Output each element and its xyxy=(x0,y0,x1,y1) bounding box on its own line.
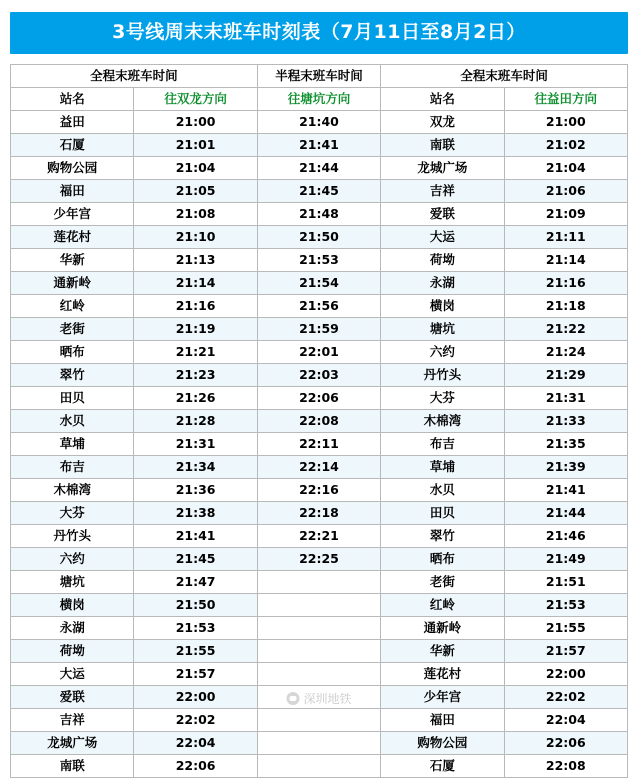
cell-station-right: 塘坑 xyxy=(381,317,504,340)
column-header-row xyxy=(11,87,628,110)
cell-station-left: 六约 xyxy=(11,547,134,570)
cell-station-right: 布吉 xyxy=(381,432,504,455)
cell-time-middle: 22:11 xyxy=(257,432,380,455)
table-row xyxy=(11,593,628,616)
cell-time-left: 21:26 xyxy=(134,386,257,409)
cell-station-right: 龙城广场 xyxy=(381,156,504,179)
cell-station-right: 草埔 xyxy=(381,455,504,478)
cell-time-left: 21:04 xyxy=(134,156,257,179)
cell-station-left: 丹竹头 xyxy=(11,524,134,547)
cell-time-middle: 21:41 xyxy=(257,133,380,156)
cell-time-middle: 21:53 xyxy=(257,248,380,271)
cell-time-middle: 21:48 xyxy=(257,202,380,225)
cell-station-right: 大芬 xyxy=(381,386,504,409)
cell-station-right: 华新 xyxy=(381,639,504,662)
cell-time-middle: 21:59 xyxy=(257,317,380,340)
cell-station-left: 木棉湾 xyxy=(11,478,134,501)
group-header-middle: 半程末班车时间 xyxy=(257,64,380,87)
cell-time-left: 21:10 xyxy=(134,225,257,248)
cell-time-middle xyxy=(257,593,380,616)
timetable-page xyxy=(0,12,638,773)
table-row xyxy=(11,363,628,386)
cell-time-left: 21:50 xyxy=(134,593,257,616)
cell-time-right: 21:44 xyxy=(504,501,627,524)
cell-time-middle: 22:14 xyxy=(257,455,380,478)
cell-station-right: 翠竹 xyxy=(381,524,504,547)
cell-time-middle xyxy=(257,616,380,639)
cell-station-right: 大运 xyxy=(381,225,504,248)
table-row xyxy=(11,685,628,708)
cell-time-right: 22:06 xyxy=(504,731,627,754)
cell-time-left: 21:47 xyxy=(134,570,257,593)
cell-time-right: 21:14 xyxy=(504,248,627,271)
header-direction-right: 往益田方向 xyxy=(504,87,627,110)
table-row xyxy=(11,202,628,225)
cell-time-middle: 21:45 xyxy=(257,179,380,202)
cell-station-left: 田贝 xyxy=(11,386,134,409)
watermark-text: 深圳地铁 xyxy=(303,692,352,706)
cell-time-left: 21:28 xyxy=(134,409,257,432)
table-row xyxy=(11,386,628,409)
table-row xyxy=(11,547,628,570)
cell-time-middle xyxy=(257,708,380,731)
cell-station-left: 横岗 xyxy=(11,593,134,616)
cell-time-right: 21:02 xyxy=(504,133,627,156)
cell-time-middle xyxy=(257,570,380,593)
cell-station-right: 莲花村 xyxy=(381,662,504,685)
cell-time-right: 21:33 xyxy=(504,409,627,432)
cell-time-right: 21:18 xyxy=(504,294,627,317)
cell-time-right: 22:04 xyxy=(504,708,627,731)
cell-station-left: 莲花村 xyxy=(11,225,134,248)
header-station-left: 站名 xyxy=(11,87,134,110)
cell-station-right: 六约 xyxy=(381,340,504,363)
cell-station-right: 通新岭 xyxy=(381,616,504,639)
cell-station-left: 塘坑 xyxy=(11,570,134,593)
cell-station-left: 永湖 xyxy=(11,616,134,639)
header-direction-middle: 往塘坑方向 xyxy=(257,87,380,110)
cell-time-left: 21:08 xyxy=(134,202,257,225)
page-title: 3号线周末末班车时刻表（7月11日至8月2日） xyxy=(10,12,628,54)
cell-time-left: 22:04 xyxy=(134,731,257,754)
cell-time-left: 21:16 xyxy=(134,294,257,317)
cell-station-left: 布吉 xyxy=(11,455,134,478)
cell-time-right: 22:08 xyxy=(504,754,627,777)
table-row xyxy=(11,708,628,731)
cell-time-middle: 22:25 xyxy=(257,547,380,570)
cell-time-right: 22:00 xyxy=(504,662,627,685)
cell-time-left: 21:14 xyxy=(134,271,257,294)
cell-station-left: 通新岭 xyxy=(11,271,134,294)
cell-time-right: 21:46 xyxy=(504,524,627,547)
cell-time-right: 21:24 xyxy=(504,340,627,363)
cell-station-right: 田贝 xyxy=(381,501,504,524)
cell-time-right: 21:39 xyxy=(504,455,627,478)
cell-time-right: 21:04 xyxy=(504,156,627,179)
table-row xyxy=(11,731,628,754)
cell-time-middle: 21:56 xyxy=(257,294,380,317)
cell-time-middle: 22:03 xyxy=(257,363,380,386)
timetable xyxy=(10,64,628,778)
cell-time-right: 21:00 xyxy=(504,110,627,133)
cell-station-left: 南联 xyxy=(11,754,134,777)
cell-station-right: 双龙 xyxy=(381,110,504,133)
table-row xyxy=(11,639,628,662)
table-row xyxy=(11,225,628,248)
table-row xyxy=(11,432,628,455)
cell-time-left: 21:31 xyxy=(134,432,257,455)
cell-time-middle: 21:54 xyxy=(257,271,380,294)
timetable-body xyxy=(11,64,628,777)
cell-time-middle xyxy=(257,662,380,685)
cell-station-left: 爱联 xyxy=(11,685,134,708)
table-row xyxy=(11,409,628,432)
table-row xyxy=(11,501,628,524)
cell-station-right: 红岭 xyxy=(381,593,504,616)
cell-time-left: 22:02 xyxy=(134,708,257,731)
header-station-right: 站名 xyxy=(381,87,504,110)
cell-station-left: 老街 xyxy=(11,317,134,340)
cell-time-left: 21:55 xyxy=(134,639,257,662)
cell-time-left: 21:53 xyxy=(134,616,257,639)
cell-station-left: 草埔 xyxy=(11,432,134,455)
cell-time-right: 21:35 xyxy=(504,432,627,455)
cell-time-left: 21:13 xyxy=(134,248,257,271)
cell-time-right: 21:22 xyxy=(504,317,627,340)
cell-time-left: 22:00 xyxy=(134,685,257,708)
cell-station-left: 购物公园 xyxy=(11,156,134,179)
cell-time-middle: 21:40 xyxy=(257,110,380,133)
cell-time-left: 21:23 xyxy=(134,363,257,386)
cell-station-left: 吉祥 xyxy=(11,708,134,731)
table-row xyxy=(11,110,628,133)
cell-time-right: 21:53 xyxy=(504,593,627,616)
cell-station-left: 水贝 xyxy=(11,409,134,432)
cell-time-right: 21:49 xyxy=(504,547,627,570)
cell-station-right: 老街 xyxy=(381,570,504,593)
cell-station-right: 购物公园 xyxy=(381,731,504,754)
cell-station-right: 横岗 xyxy=(381,294,504,317)
cell-time-right: 21:31 xyxy=(504,386,627,409)
cell-station-left: 华新 xyxy=(11,248,134,271)
cell-time-left: 21:36 xyxy=(134,478,257,501)
cell-time-middle xyxy=(257,731,380,754)
table-row xyxy=(11,754,628,777)
group-header-row xyxy=(11,64,628,87)
table-row xyxy=(11,248,628,271)
cell-time-middle xyxy=(257,685,380,708)
cell-station-right: 吉祥 xyxy=(381,179,504,202)
table-row xyxy=(11,317,628,340)
cell-time-middle: 21:44 xyxy=(257,156,380,179)
cell-station-left: 福田 xyxy=(11,179,134,202)
cell-time-middle: 22:01 xyxy=(257,340,380,363)
cell-station-left: 少年宫 xyxy=(11,202,134,225)
cell-time-left: 21:38 xyxy=(134,501,257,524)
cell-time-right: 21:57 xyxy=(504,639,627,662)
group-header-left: 全程末班车时间 xyxy=(11,64,258,87)
cell-station-left: 大芬 xyxy=(11,501,134,524)
cell-time-right: 21:16 xyxy=(504,271,627,294)
table-row xyxy=(11,616,628,639)
cell-time-middle xyxy=(257,639,380,662)
cell-time-right: 21:55 xyxy=(504,616,627,639)
cell-time-right: 21:29 xyxy=(504,363,627,386)
cell-station-right: 石厦 xyxy=(381,754,504,777)
cell-time-right: 21:06 xyxy=(504,179,627,202)
cell-station-right: 南联 xyxy=(381,133,504,156)
table-row xyxy=(11,294,628,317)
cell-time-left: 21:19 xyxy=(134,317,257,340)
cell-time-middle: 22:16 xyxy=(257,478,380,501)
cell-station-left: 红岭 xyxy=(11,294,134,317)
cell-station-left: 大运 xyxy=(11,662,134,685)
table-row xyxy=(11,156,628,179)
table-row xyxy=(11,455,628,478)
cell-time-middle: 21:50 xyxy=(257,225,380,248)
table-row xyxy=(11,179,628,202)
table-row xyxy=(11,662,628,685)
table-row xyxy=(11,133,628,156)
cell-station-right: 木棉湾 xyxy=(381,409,504,432)
cell-station-right: 少年宫 xyxy=(381,685,504,708)
cell-station-right: 水贝 xyxy=(381,478,504,501)
group-header-right: 全程末班车时间 xyxy=(381,64,628,87)
cell-time-middle: 22:21 xyxy=(257,524,380,547)
cell-time-right: 21:09 xyxy=(504,202,627,225)
cell-station-left: 龙城广场 xyxy=(11,731,134,754)
cell-time-left: 21:41 xyxy=(134,524,257,547)
table-row xyxy=(11,524,628,547)
cell-time-left: 22:06 xyxy=(134,754,257,777)
header-direction-left: 往双龙方向 xyxy=(134,87,257,110)
cell-time-middle: 22:08 xyxy=(257,409,380,432)
cell-station-right: 永湖 xyxy=(381,271,504,294)
table-row xyxy=(11,340,628,363)
cell-time-middle xyxy=(257,754,380,777)
cell-time-right: 21:11 xyxy=(504,225,627,248)
cell-station-right: 爱联 xyxy=(381,202,504,225)
table-row xyxy=(11,570,628,593)
cell-time-middle: 22:18 xyxy=(257,501,380,524)
cell-time-middle: 22:06 xyxy=(257,386,380,409)
cell-time-left: 21:00 xyxy=(134,110,257,133)
table-row xyxy=(11,271,628,294)
cell-station-left: 晒布 xyxy=(11,340,134,363)
cell-time-left: 21:45 xyxy=(134,547,257,570)
cell-time-left: 21:21 xyxy=(134,340,257,363)
cell-time-left: 21:57 xyxy=(134,662,257,685)
cell-time-right: 21:51 xyxy=(504,570,627,593)
cell-time-right: 21:41 xyxy=(504,478,627,501)
cell-station-left: 荷坳 xyxy=(11,639,134,662)
cell-station-right: 荷坳 xyxy=(381,248,504,271)
cell-time-left: 21:05 xyxy=(134,179,257,202)
cell-time-right: 22:02 xyxy=(504,685,627,708)
cell-station-left: 翠竹 xyxy=(11,363,134,386)
cell-station-right: 丹竹头 xyxy=(381,363,504,386)
cell-time-left: 21:01 xyxy=(134,133,257,156)
cell-time-left: 21:34 xyxy=(134,455,257,478)
cell-station-left: 石厦 xyxy=(11,133,134,156)
cell-station-right: 福田 xyxy=(381,708,504,731)
table-row xyxy=(11,478,628,501)
cell-station-right: 晒布 xyxy=(381,547,504,570)
cell-station-left: 益田 xyxy=(11,110,134,133)
